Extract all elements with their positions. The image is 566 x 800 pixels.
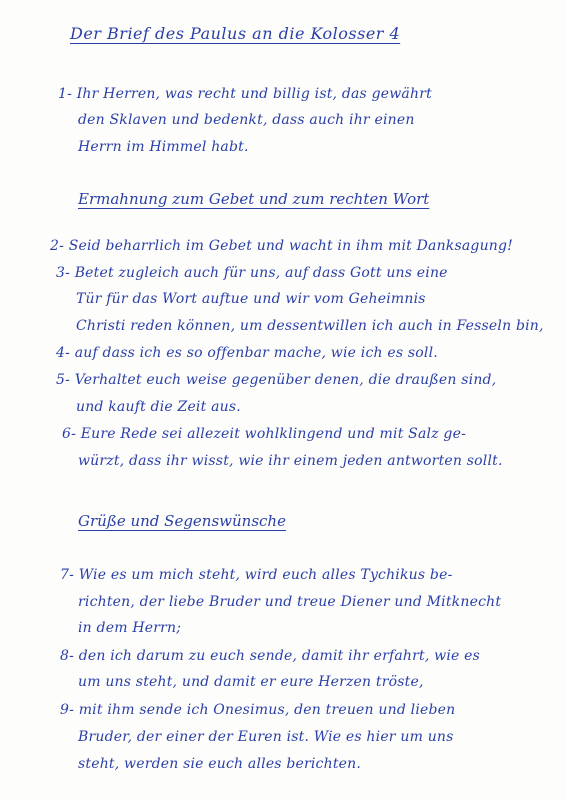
text-line: 7- Wie es um mich steht, wird euch alles Tychikus be- [60,567,453,583]
section-heading: Grüße und Segenswünsche [78,512,286,530]
text-line: den Sklaven und bedenkt, dass auch ihr einen [78,112,415,128]
text-line: steht, werden sie euch alles berichten. [78,756,361,772]
text-line: richten, der liebe Bruder und treue Diener und Mitknecht [78,594,502,610]
section-heading: Ermahnung zum Gebet und zum rechten Wort [78,190,430,208]
text-line: in dem Herrn; [78,620,182,636]
text-line: 9- mit ihm sende ich Onesimus, den treuen und lieben [60,702,456,718]
page-title: Der Brief des Paulus an die Kolosser 4 [70,24,401,43]
text-line: Bruder, der einer der Euren ist. Wie es hier um uns [78,729,454,745]
text-line: Christi reden können, um dessentwillen ich auch in Fesseln bin, [76,318,544,334]
text-line: um uns steht, und damit er eure Herzen tröste, [78,674,424,690]
text-line: 4- auf dass ich es so offenbar mache, wie ich es soll. [56,345,438,361]
text-line: Herrn im Himmel habt. [78,139,249,155]
text-line: 5- Verhaltet euch weise gegenüber denen, die draußen sind, [56,372,497,388]
text-line: 8- den ich darum zu euch sende, damit ihr erfahrt, wie es [60,648,480,664]
text-line: 3- Betet zugleich auch für uns, auf dass Gott uns eine [56,265,448,281]
text-line: 1- Ihr Herren, was recht und billig ist, das gewährt [58,86,432,102]
text-line: und kauft die Zeit aus. [76,399,241,415]
text-line: 6- Eure Rede sei allezeit wohlklingend und mit Salz ge- [62,426,467,442]
text-line: Tür für das Wort auftue und wir vom Geheimnis [76,291,426,307]
text-line: würzt, dass ihr wisst, wie ihr einem jeden antworten sollt. [78,453,503,469]
text-line: 2- Seid beharrlich im Gebet und wacht in ihm mit Danksagung! [50,238,513,254]
